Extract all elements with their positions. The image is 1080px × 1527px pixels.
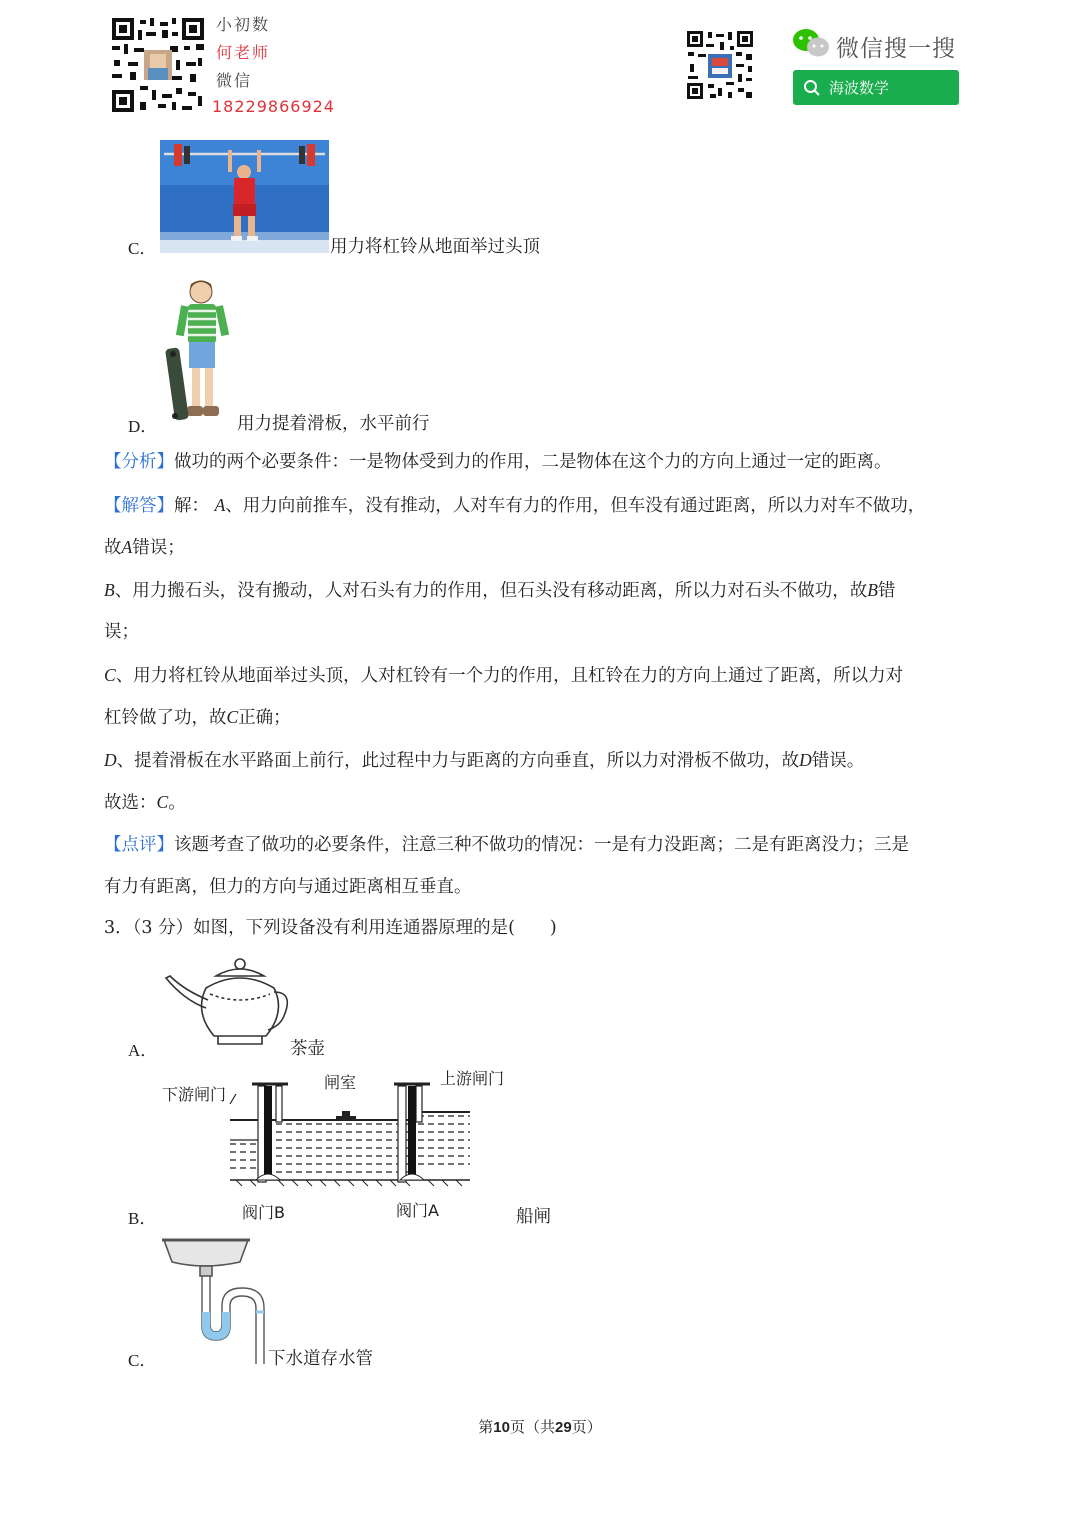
label-lock-chamber: 闸室 <box>324 1073 357 1092</box>
answer-line-8 <box>104 791 186 814</box>
q3-option-b-caption: 船闸 <box>516 1207 551 1227</box>
answer-line-4 <box>104 621 139 643</box>
label-valve-a: 阀门A <box>396 1201 439 1220</box>
option-variable: C <box>104 665 116 685</box>
ship-lock-diagram <box>158 1064 520 1224</box>
answer-line-5 <box>104 664 903 687</box>
question-3-stem: 3．（3 分）如图，下列设备没有利用连通器原理的是( ) <box>104 918 557 938</box>
answer-line-1 <box>104 494 925 517</box>
option-c-letter: C． <box>128 239 157 258</box>
search-icon <box>803 79 821 97</box>
option-variable: A <box>121 537 133 557</box>
label-upstream-gate: 上游闸门 <box>440 1069 505 1088</box>
wechat-search-button[interactable] <box>793 70 959 105</box>
answer-line-3 <box>104 579 895 602</box>
comment-text: 该题考查了做功的必要条件，注意三种不做功的情况：一是有力没距离；二是有距离没力；三是 <box>174 835 909 855</box>
wechat-search-button-label: 海波数学 <box>829 79 890 97</box>
comment-line-1 <box>104 834 909 856</box>
teacher-label-line2: 何老师 <box>216 43 271 62</box>
option-variable: D <box>104 750 117 770</box>
answer-text: 错 <box>877 581 896 601</box>
option-c-text: 用力将杠铃从地面举过头顶 <box>330 237 540 257</box>
answer-line-2 <box>104 536 185 559</box>
analysis-tag: 【分析】 <box>104 452 174 472</box>
answer-text: 故 <box>104 538 122 558</box>
teacher-label-line3: 微信 <box>216 71 253 90</box>
label-valve-b: 阀门B <box>242 1203 285 1222</box>
answer-text: 、用力向前推车，没有推动，人对车有力的作用，但车没有通过距离，所以力对车不做功， <box>225 496 926 516</box>
teacher-qr-code <box>110 16 206 114</box>
wechat-qr-code <box>686 30 754 100</box>
footer-text: 第 <box>478 1418 494 1436</box>
answer-text: 、用力将杠铃从地面举过头顶，人对杠铃有一个力的作用，且杠铃在力的方向上通过了距离，所以力对 <box>115 666 904 686</box>
footer-text: 页） <box>571 1418 602 1436</box>
answer-tag: 【解答】 <box>104 496 174 516</box>
answer-text: 。 <box>168 793 186 813</box>
label-downstream-gate: 下游闸门 <box>162 1085 227 1104</box>
teapot-image <box>160 952 290 1052</box>
option-variable: B <box>104 580 115 600</box>
teacher-label-line1: 小初数 <box>216 15 271 34</box>
comment-tag: 【点评】 <box>104 835 174 855</box>
wechat-search-title: 微信搜一搜 <box>836 36 956 62</box>
option-variable: D <box>799 750 812 770</box>
answer-text: 正确； <box>238 708 291 728</box>
q3-option-b-letter: B． <box>128 1209 157 1228</box>
answer-line-6 <box>104 706 291 729</box>
page-total: 29 <box>555 1419 572 1436</box>
page-footer <box>0 1416 1080 1437</box>
teacher-phone: 18229866924 <box>212 97 335 116</box>
answer-text: 、用力搬石头，没有搬动，人对石头有力的作用，但石头没有移动距离，所以力对石头不做功，故 <box>114 581 868 601</box>
option-d-text: 用力提着滑板，水平前行 <box>237 414 430 434</box>
analysis-paragraph <box>104 451 892 473</box>
wechat-logo-icon <box>792 28 830 58</box>
answer-text: 误； <box>104 622 139 642</box>
option-d-letter: D． <box>128 417 158 436</box>
page-number: 10 <box>493 1419 510 1436</box>
q3-option-a-letter: A． <box>128 1041 158 1060</box>
analysis-text: 做功的两个必要条件：一是物体受到力的作用，二是物体在这个力的方向上通过一定的距离。 <box>174 452 892 472</box>
answer-text: 错误； <box>132 538 185 558</box>
option-variable: C <box>226 707 239 727</box>
option-variable: B <box>867 580 878 600</box>
option-variable: A <box>214 495 226 515</box>
answer-text: 、提着滑板在水平路面上前行，此过程中力与距离的方向垂直，所以力对滑板不做功，故 <box>116 751 800 771</box>
comment-line-2: 有力有距离，但力的方向与通过距离相互垂直。 <box>104 877 472 897</box>
boy-skateboard-image <box>165 278 237 426</box>
q3-option-a-caption: 茶壶 <box>290 1039 325 1059</box>
q3-option-c-caption: 下水道存水管 <box>268 1349 373 1369</box>
answer-line-7 <box>104 749 864 772</box>
answer-text: 故选： <box>104 793 157 813</box>
option-variable: C <box>156 792 169 812</box>
drain-trap-image <box>160 1236 270 1368</box>
footer-text: 页（共 <box>509 1418 555 1436</box>
q3-option-c-letter: C． <box>128 1351 157 1370</box>
answer-text: 杠铃做了功，故 <box>104 708 227 728</box>
answer-text: 解： <box>174 496 209 516</box>
answer-text: 错误。 <box>811 751 865 771</box>
weightlifter-image <box>160 140 329 253</box>
